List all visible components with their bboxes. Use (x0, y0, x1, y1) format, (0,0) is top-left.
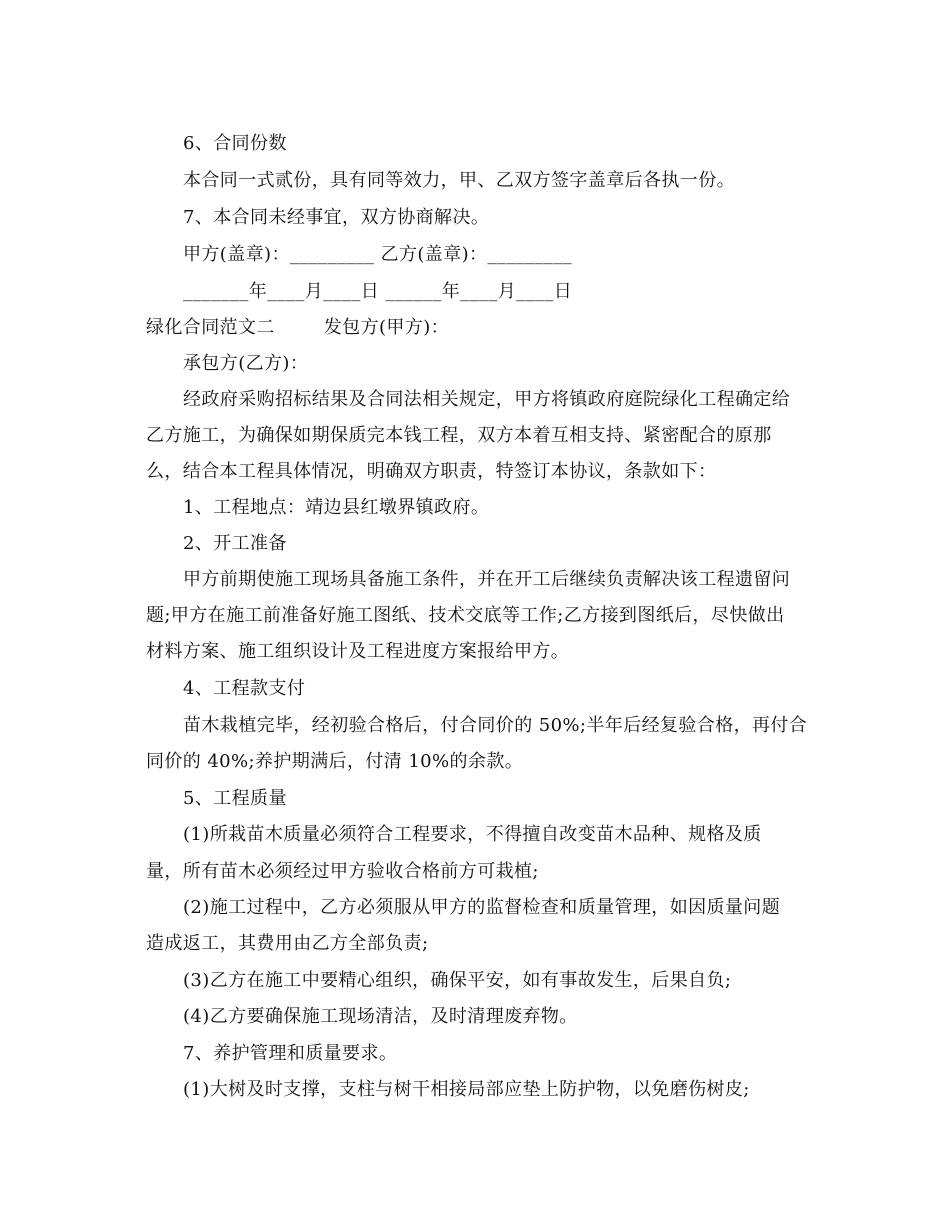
clause-7-maintenance-heading: 7、养护管理和质量要求。 (183, 1043, 398, 1064)
clause-2-heading: 2、开工准备 (183, 533, 287, 554)
clause-5-heading: 5、工程质量 (183, 788, 287, 809)
section-title-line: 绿化合同范文二 发包方(甲方)： (146, 317, 450, 338)
clause-4-heading: 4、工程款支付 (183, 678, 306, 699)
signature-line: 甲方(盖章)：_________ 乙方(盖章)：_________ (183, 244, 573, 265)
clause-7-line: 7、本合同未经事宜，双方协商解决。 (183, 207, 490, 228)
paragraph-line: (1)所栽苗木质量必须符合工程要求，不得擅自改变苗木品种、规格及质 (183, 824, 762, 845)
paragraph-line: 材料方案、施工组织设计及工程进度方案报给甲方。 (146, 641, 570, 662)
paragraph-line: 苗木栽植完毕，经初验合格后，付合同价的 50%;半年后经复验合格，再付合 (183, 715, 808, 736)
heading-contract-copies: 6、合同份数 (183, 133, 287, 154)
paragraph-line: 甲方前期使施工现场具备施工条件，并在开工后继续负责解决该工程遗留问 (183, 569, 791, 590)
paragraph-line: 同价的 40%;养护期满后，付清 10%的余款。 (146, 751, 524, 772)
paragraph-line: 本合同一式贰份，具有同等效力，甲、乙双方签字盖章后各执一份。 (183, 170, 735, 191)
paragraph-line: (3)乙方在施工中要精心组织，确保平安，如有事故发生，后果自负; (183, 970, 732, 991)
paragraph-line: (1)大树及时支撑，支柱与树干相接局部应垫上防护物，以免磨伤树皮; (183, 1079, 750, 1100)
paragraph-line: 乙方施工，为确保如期保质完本钱工程，双方本着互相支持、紧密配合的原那 (146, 425, 772, 446)
paragraph-line: 造成返工，其费用由乙方全部负责; (146, 933, 429, 954)
paragraph-line: 题;甲方在施工前准备好施工图纸、技术交底等工作;乙方接到图纸后，尽快做出 (146, 605, 785, 626)
paragraph-line: 经政府采购招标结果及合同法相关规定，甲方将镇政府庭院绿化工程确定给 (183, 389, 791, 410)
clause-1-line: 1、工程地点：靖边县红墩界镇政府。 (183, 497, 490, 518)
paragraph-line: 量，所有苗木必须经过甲方验收合格前方可栽植; (146, 861, 539, 882)
paragraph-line: (2)施工过程中，乙方必须服从甲方的监督检查和质量管理，如因质量问题 (183, 897, 781, 918)
date-line: _______年____月____日 ______年____月____日 (183, 281, 573, 302)
contractor-line: 承包方(乙方)： (183, 353, 309, 374)
paragraph-line: (4)乙方要确保施工现场清洁，及时清理废弃物。 (183, 1006, 578, 1027)
paragraph-line: 么，结合本工程具体情况，明确双方职责，特签订本协议，条款如下： (146, 461, 717, 482)
